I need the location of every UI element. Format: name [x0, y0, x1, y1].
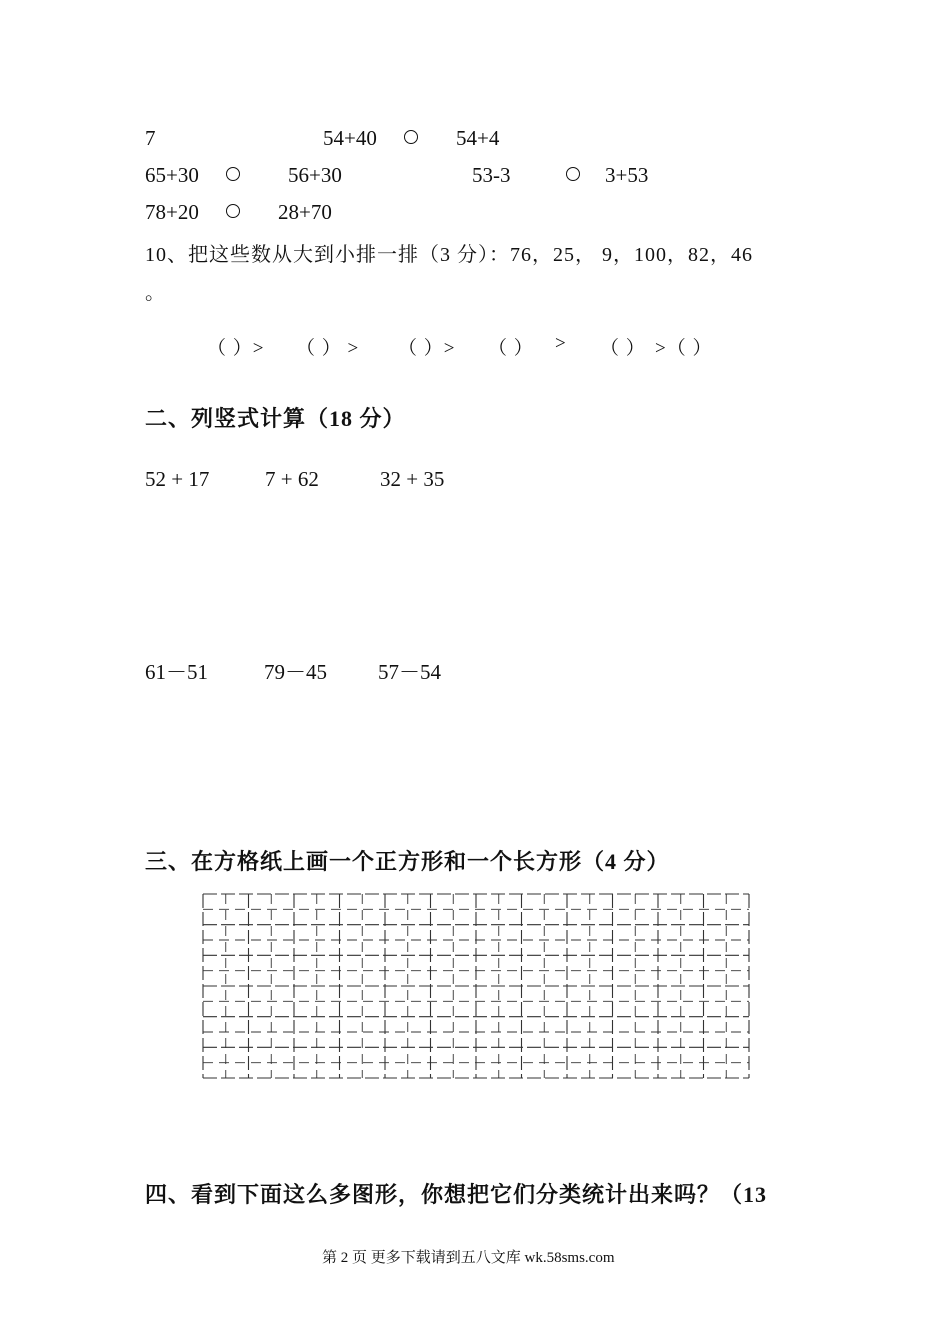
calc-item: 79－45 — [264, 660, 327, 684]
compare-r3-b: 28+70 — [278, 200, 332, 224]
q10-tail: 。 — [145, 282, 166, 304]
compare-circle[interactable] — [226, 204, 240, 218]
order-blank[interactable]: （ ） > — [296, 338, 360, 359]
q10-text: 10、把这些数从大到小排一排（3 分）：76，25， 9，100，82，46 — [145, 244, 753, 266]
calc-item: 7 + 62 — [265, 467, 319, 491]
calc-item: 61－51 — [145, 660, 208, 684]
order-blank[interactable]: >（ ） — [655, 338, 713, 359]
order-sign: > — [555, 333, 567, 354]
section4-title: 四、看到下面这么多图形，你想把它们分类统计出来吗？（13 — [145, 1182, 768, 1207]
order-blank[interactable]: （ ） — [600, 338, 646, 359]
calc-item: 57－54 — [378, 660, 441, 684]
compare-circle[interactable] — [226, 167, 240, 181]
page-footer: 第 2 页 更多下载请到五八文库 wk.58sms.com — [322, 1250, 615, 1266]
compare-r2-d: 3+53 — [605, 163, 649, 187]
compare-r1-a: 54+40 — [323, 126, 377, 150]
calc-item: 52 + 17 — [145, 467, 210, 491]
calc-item: 32 + 35 — [380, 467, 445, 491]
compare-r2-c: 53-3 — [472, 163, 511, 187]
compare-r1-b: 54+4 — [456, 126, 500, 150]
order-blank[interactable]: （ ）> — [207, 338, 265, 359]
compare-r2-b: 56+30 — [288, 163, 342, 187]
section3-title: 三、在方格纸上画一个正方形和一个长方形（4 分） — [145, 849, 670, 874]
compare-r1-left: 7 — [145, 126, 156, 150]
square-grid-paper[interactable] — [202, 893, 750, 1079]
compare-r3-a: 78+20 — [145, 200, 199, 224]
section2-title: 二、列竖式计算（18 分） — [145, 406, 406, 431]
order-blank[interactable]: （ ）> — [398, 338, 456, 359]
compare-r2-a: 65+30 — [145, 163, 199, 187]
order-blank[interactable]: （ ） — [488, 338, 534, 359]
compare-circle[interactable] — [566, 167, 580, 181]
compare-circle[interactable] — [404, 130, 418, 144]
